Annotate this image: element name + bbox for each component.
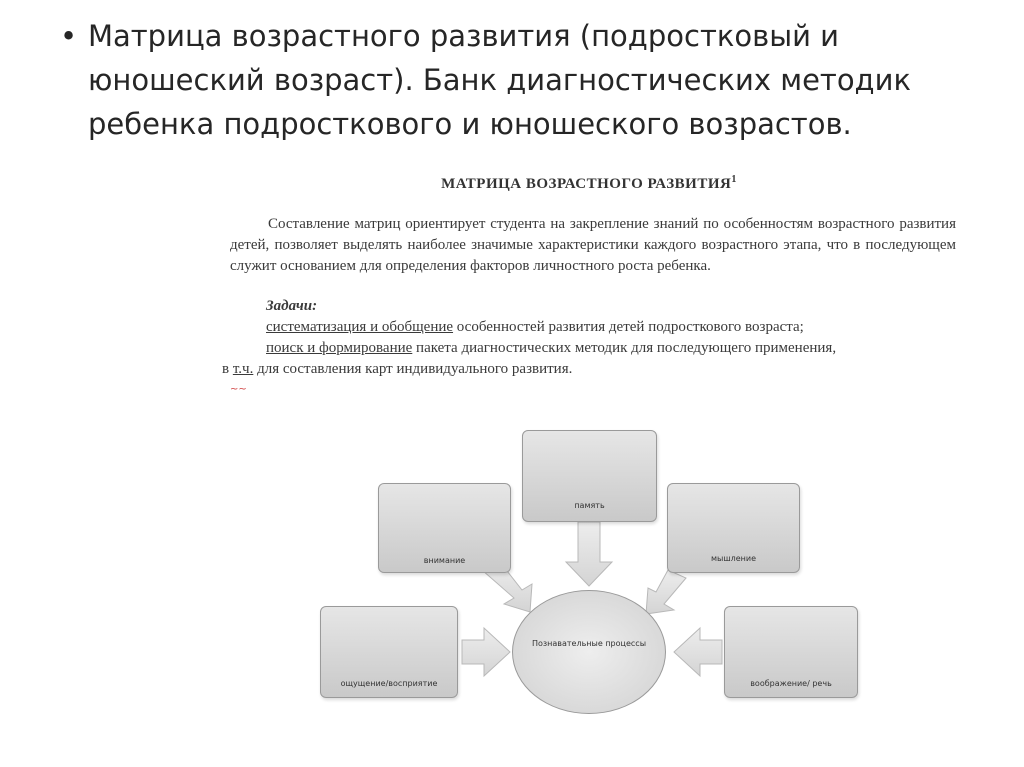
node-attention-label: внимание — [423, 556, 466, 565]
task-2-keyword: поиск и формирование — [266, 340, 413, 356]
center-node — [512, 590, 666, 714]
center-node-label: Познавательные процессы — [531, 639, 647, 648]
tasks-heading: Задачи: — [266, 298, 318, 314]
arrow-thinking — [646, 570, 686, 614]
node-memory-label: память — [574, 501, 605, 510]
arrow-memory — [566, 522, 612, 586]
task-2-text: пакета диагностических методик для последующего применения, — [412, 340, 837, 356]
bullet-marker: • — [60, 19, 78, 53]
task-2-cont-abbrev: т.ч. — [232, 361, 254, 377]
task-1-text: особенностей развития детей подросткового возраста; — [453, 319, 804, 335]
node-thinking — [667, 483, 800, 573]
node-imagination — [724, 606, 858, 698]
arrow-imagination — [674, 628, 722, 676]
task-1-keyword: систематизация и обобщение — [266, 319, 454, 335]
spellcheck-squiggle: ~~ — [230, 384, 247, 395]
arrow-sensation — [462, 628, 510, 676]
task-2-cont-prefix: в — [222, 361, 233, 377]
node-sensation — [320, 606, 458, 698]
footnote-marker: 1 — [731, 174, 737, 185]
node-attention — [378, 483, 511, 573]
slide-heading: Матрица возрастного развития (подростковый и юношеский возраст). Банк диагностических методик ребенка подросткового и юношеского возрастов. — [88, 19, 911, 141]
node-sensation-label: ощущение/восприятие — [340, 679, 438, 688]
node-thinking-label: мышление — [710, 554, 757, 563]
document-title-text: МАТРИЦА ВОЗРАСТНОГО РАЗВИТИЯ — [441, 176, 732, 192]
node-memory — [522, 430, 657, 522]
node-imagination-label: воображение/ речь — [750, 679, 832, 688]
document-paragraph: Составление матриц ориентирует студента на закрепление знаний по особенностям возрастного развития детей, позволяет выделять наиболее значимые характеристики каждого возрастного этапа, что в последующем служит основанием для определения факторов личностного роста ребенка. — [230, 216, 956, 274]
task-2-cont-text: для составления карт индивидуального развития. — [253, 361, 573, 377]
